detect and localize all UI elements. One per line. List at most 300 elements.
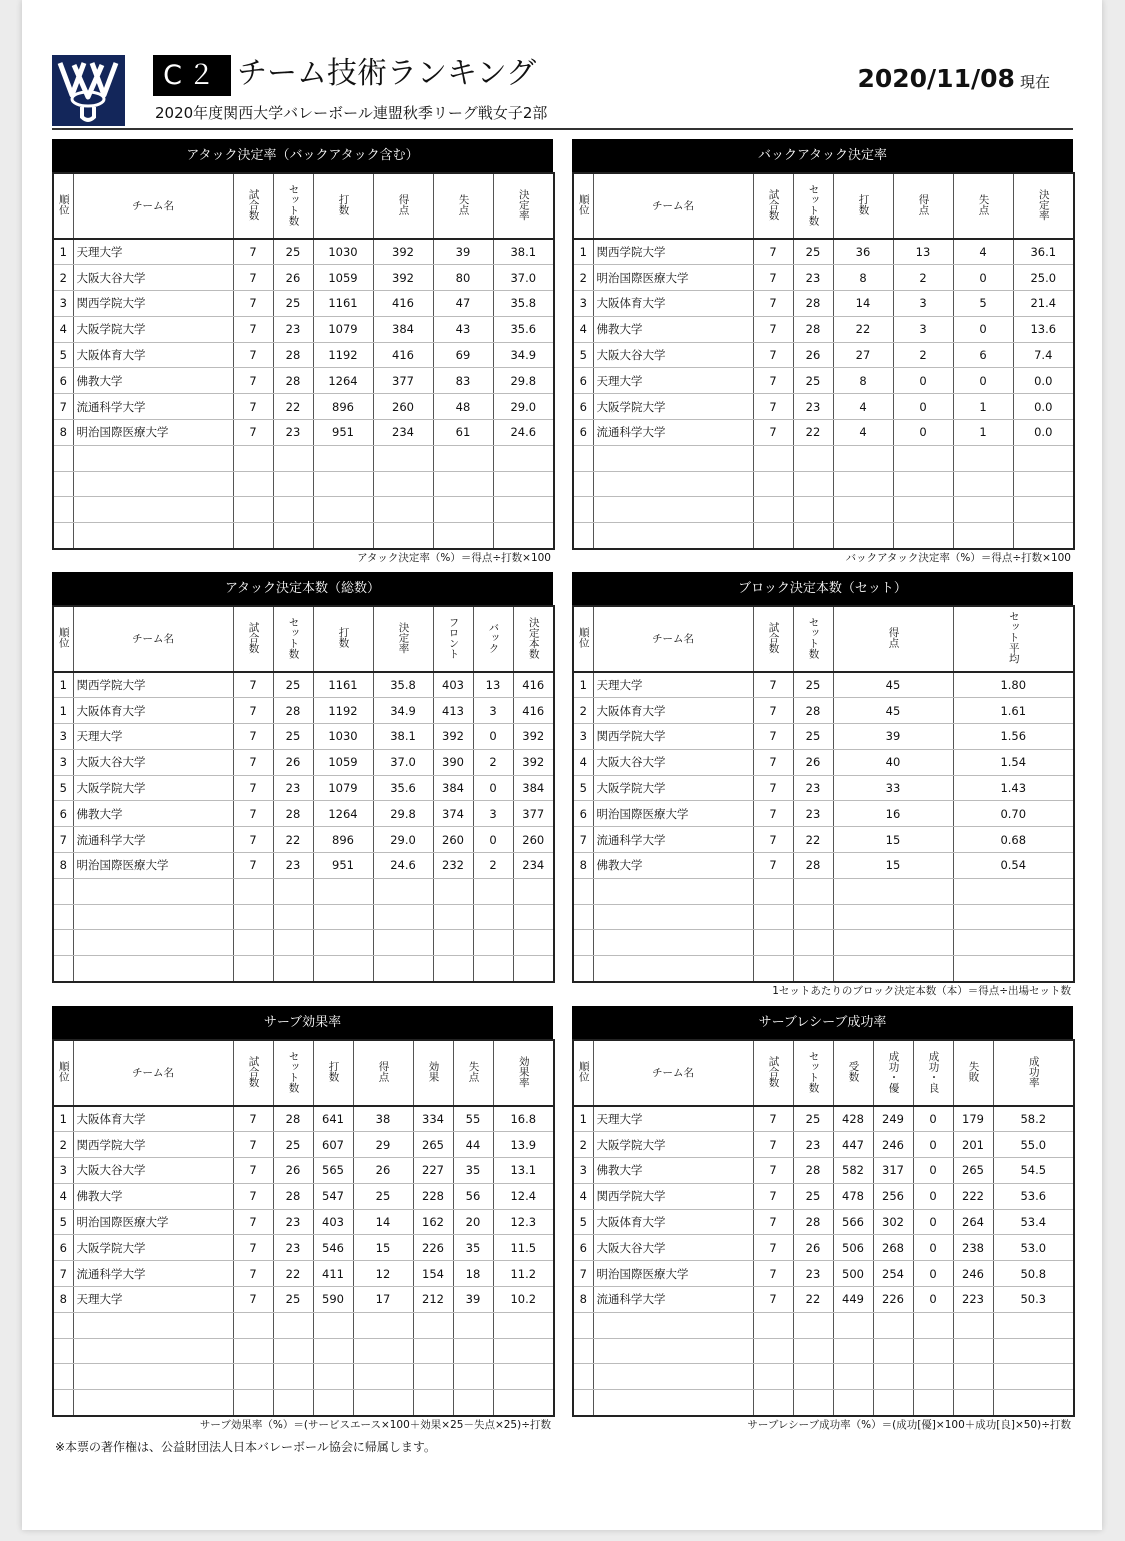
team-name-cell: 明治国際医療大学 bbox=[593, 1261, 753, 1287]
stat-cell: 0 bbox=[913, 1183, 953, 1209]
stat-cell: 56 bbox=[453, 1183, 493, 1209]
empty-cell bbox=[73, 1312, 233, 1338]
column-header-label: 順位 bbox=[577, 194, 590, 215]
empty-cell bbox=[273, 904, 313, 930]
stat-cell: 403 bbox=[433, 672, 473, 698]
empty-cell bbox=[53, 523, 73, 549]
empty-cell bbox=[373, 878, 433, 904]
league-logo bbox=[52, 55, 125, 126]
stat-cell: 260 bbox=[373, 394, 433, 420]
column-header bbox=[833, 606, 953, 672]
stat-cell: 12 bbox=[353, 1261, 413, 1287]
empty-cell bbox=[833, 878, 953, 904]
stat-cell: 0 bbox=[913, 1287, 953, 1313]
table-row bbox=[53, 749, 554, 775]
stat-cell: 7 bbox=[233, 672, 273, 698]
column-header-label: 順位 bbox=[57, 627, 70, 648]
empty-cell bbox=[953, 930, 1074, 956]
stat-cell: 256 bbox=[873, 1183, 913, 1209]
stat-cell: 500 bbox=[833, 1261, 873, 1287]
table-row bbox=[53, 698, 554, 724]
team-name-cell: 大阪体育大学 bbox=[73, 698, 233, 724]
rank-cell: 7 bbox=[53, 394, 73, 420]
stat-cell: 7.4 bbox=[1013, 342, 1074, 368]
table-row bbox=[573, 724, 1074, 750]
stat-cell: 14 bbox=[833, 291, 893, 317]
table-row bbox=[53, 1209, 554, 1235]
table-row bbox=[573, 291, 1074, 317]
stat-cell: 384 bbox=[433, 775, 473, 801]
team-name-cell: 大阪大谷大学 bbox=[73, 749, 233, 775]
empty-cell bbox=[953, 904, 1074, 930]
as-of-date bbox=[820, 64, 1050, 93]
empty-cell bbox=[413, 1364, 453, 1390]
empty-cell bbox=[793, 1364, 833, 1390]
stat-cell: 1079 bbox=[313, 316, 373, 342]
empty-cell bbox=[593, 1338, 753, 1364]
column-header-label: チーム名 bbox=[652, 199, 694, 212]
empty-cell bbox=[953, 523, 1013, 549]
stat-cell: 0 bbox=[893, 420, 953, 446]
column-header-label: 得点 bbox=[917, 194, 930, 215]
empty-cell bbox=[353, 1312, 413, 1338]
stat-cell: 29.8 bbox=[373, 801, 433, 827]
stat-cell: 3 bbox=[893, 316, 953, 342]
empty-row bbox=[573, 1390, 1074, 1416]
empty-row bbox=[53, 1364, 554, 1390]
column-header-label: 打数 bbox=[857, 194, 870, 215]
empty-row bbox=[53, 930, 554, 956]
empty-cell bbox=[793, 523, 833, 549]
ranking-table bbox=[572, 1039, 1075, 1417]
stat-cell: 22 bbox=[273, 1261, 313, 1287]
section-back-attack-rate bbox=[572, 139, 1073, 566]
empty-cell bbox=[53, 471, 73, 497]
team-name-cell: 大阪学院大学 bbox=[73, 316, 233, 342]
stat-cell: 7 bbox=[753, 368, 793, 394]
empty-cell bbox=[53, 497, 73, 523]
stat-cell: 23 bbox=[273, 775, 313, 801]
column-header bbox=[433, 173, 493, 239]
team-name-cell: 天理大学 bbox=[73, 1287, 233, 1313]
column-header bbox=[893, 173, 953, 239]
empty-cell bbox=[833, 930, 953, 956]
empty-cell bbox=[233, 1338, 273, 1364]
empty-cell bbox=[513, 956, 554, 982]
stat-cell: 7 bbox=[233, 420, 273, 446]
table-row bbox=[573, 827, 1074, 853]
column-header-label: 決定率 bbox=[1037, 188, 1050, 221]
column-header-label: セット平均 bbox=[1007, 611, 1020, 664]
column-header-label: 失点 bbox=[467, 1061, 480, 1082]
stat-cell: 47 bbox=[433, 291, 493, 317]
stat-cell: 260 bbox=[513, 827, 554, 853]
stat-cell: 28 bbox=[273, 698, 313, 724]
section-attack-total bbox=[52, 572, 553, 983]
table-row bbox=[573, 1287, 1074, 1313]
empty-cell bbox=[953, 956, 1074, 982]
column-header bbox=[313, 606, 373, 672]
stat-cell: 2 bbox=[473, 853, 513, 879]
column-header bbox=[233, 1040, 273, 1106]
column-header-label: 失点 bbox=[977, 194, 990, 215]
empty-row bbox=[573, 1364, 1074, 1390]
stat-cell: 1.61 bbox=[953, 698, 1074, 724]
empty-cell bbox=[593, 445, 753, 471]
column-header-label: セット数 bbox=[287, 616, 300, 659]
empty-row bbox=[573, 1312, 1074, 1338]
table-header-row bbox=[573, 173, 1074, 239]
stat-cell: 22 bbox=[273, 827, 313, 853]
team-name-cell: 大阪体育大学 bbox=[73, 1106, 233, 1132]
column-header-label: 得点 bbox=[887, 627, 900, 648]
empty-cell bbox=[593, 1390, 753, 1416]
empty-cell bbox=[233, 930, 273, 956]
team-name-cell: 関西学院大学 bbox=[593, 724, 753, 750]
stat-cell: 7 bbox=[233, 394, 273, 420]
empty-cell bbox=[313, 523, 373, 549]
column-header bbox=[453, 1040, 493, 1106]
column-header bbox=[53, 1040, 73, 1106]
table-row bbox=[53, 1183, 554, 1209]
stat-cell: 7 bbox=[233, 1106, 273, 1132]
empty-cell bbox=[313, 956, 373, 982]
stat-cell: 23 bbox=[273, 1209, 313, 1235]
column-header bbox=[273, 1040, 313, 1106]
stat-cell: 392 bbox=[433, 724, 473, 750]
empty-cell bbox=[53, 904, 73, 930]
rank-cell: 8 bbox=[53, 420, 73, 446]
stat-cell: 38.1 bbox=[373, 724, 433, 750]
empty-cell bbox=[273, 471, 313, 497]
stat-cell: 428 bbox=[833, 1106, 873, 1132]
rank-cell: 4 bbox=[53, 316, 73, 342]
stat-cell: 1192 bbox=[313, 342, 373, 368]
table-row bbox=[573, 239, 1074, 265]
stat-cell: 0 bbox=[953, 316, 1013, 342]
empty-cell bbox=[373, 904, 433, 930]
empty-cell bbox=[953, 1312, 993, 1338]
column-header bbox=[953, 173, 1013, 239]
stat-cell: 6 bbox=[953, 342, 1013, 368]
table-row bbox=[53, 801, 554, 827]
empty-cell bbox=[413, 1390, 453, 1416]
stat-cell: 0 bbox=[913, 1158, 953, 1184]
stat-cell: 29.0 bbox=[493, 394, 554, 420]
stat-cell: 12.4 bbox=[493, 1183, 554, 1209]
stat-cell: 449 bbox=[833, 1287, 873, 1313]
stat-cell: 2 bbox=[893, 342, 953, 368]
stat-cell: 392 bbox=[373, 265, 433, 291]
empty-cell bbox=[573, 904, 593, 930]
section-title: バックアタック決定率 bbox=[572, 139, 1073, 172]
stat-cell: 1161 bbox=[313, 672, 373, 698]
stat-cell: 15 bbox=[833, 853, 953, 879]
empty-cell bbox=[593, 878, 753, 904]
empty-cell bbox=[1013, 523, 1074, 549]
empty-cell bbox=[513, 930, 554, 956]
empty-cell bbox=[273, 930, 313, 956]
stat-cell: 22 bbox=[793, 420, 833, 446]
column-header bbox=[73, 606, 233, 672]
empty-cell bbox=[413, 1312, 453, 1338]
stat-cell: 1 bbox=[953, 420, 1013, 446]
stat-cell: 7 bbox=[233, 1183, 273, 1209]
empty-cell bbox=[753, 930, 793, 956]
stat-cell: 23 bbox=[793, 265, 833, 291]
column-header bbox=[573, 173, 593, 239]
stat-cell: 28 bbox=[793, 291, 833, 317]
empty-cell bbox=[593, 904, 753, 930]
empty-cell bbox=[313, 497, 373, 523]
stat-cell: 23 bbox=[273, 853, 313, 879]
rank-cell: 6 bbox=[573, 394, 593, 420]
empty-cell bbox=[953, 471, 1013, 497]
date-value: 2020/11/08 bbox=[857, 64, 1015, 93]
empty-row bbox=[573, 471, 1074, 497]
stat-cell: 53.6 bbox=[993, 1183, 1074, 1209]
stat-cell: 7 bbox=[753, 724, 793, 750]
empty-cell bbox=[53, 956, 73, 982]
rank-cell: 8 bbox=[53, 853, 73, 879]
team-name-cell: 大阪体育大学 bbox=[593, 1209, 753, 1235]
stat-cell: 1264 bbox=[313, 801, 373, 827]
ranking-table bbox=[52, 605, 555, 983]
stat-cell: 25 bbox=[273, 239, 313, 265]
empty-cell bbox=[313, 878, 373, 904]
stat-cell: 23 bbox=[793, 775, 833, 801]
stat-cell: 447 bbox=[833, 1132, 873, 1158]
stat-cell: 478 bbox=[833, 1183, 873, 1209]
empty-cell bbox=[593, 1364, 753, 1390]
stat-cell: 36 bbox=[833, 239, 893, 265]
stat-cell: 35.6 bbox=[493, 316, 554, 342]
stat-cell: 413 bbox=[433, 698, 473, 724]
stat-cell: 7 bbox=[233, 1209, 273, 1235]
empty-cell bbox=[413, 1338, 453, 1364]
team-name-cell: 佛教大学 bbox=[593, 316, 753, 342]
table-row bbox=[573, 1235, 1074, 1261]
team-name-cell: 大阪学院大学 bbox=[593, 394, 753, 420]
empty-cell bbox=[433, 445, 493, 471]
table-header-row bbox=[53, 1040, 554, 1106]
stat-cell: 7 bbox=[233, 265, 273, 291]
team-name-cell: 明治国際医療大学 bbox=[593, 801, 753, 827]
empty-cell bbox=[1013, 445, 1074, 471]
stat-cell: 7 bbox=[753, 672, 793, 698]
table-row bbox=[573, 1106, 1074, 1132]
empty-cell bbox=[593, 471, 753, 497]
stat-cell: 416 bbox=[513, 672, 554, 698]
column-header-label: 決定率 bbox=[517, 188, 530, 221]
stat-cell: 7 bbox=[753, 1209, 793, 1235]
empty-cell bbox=[573, 445, 593, 471]
column-header bbox=[913, 1040, 953, 1106]
empty-cell bbox=[793, 445, 833, 471]
stat-cell: 7 bbox=[753, 1132, 793, 1158]
empty-cell bbox=[493, 523, 554, 549]
stat-cell: 45 bbox=[833, 672, 953, 698]
stat-cell: 265 bbox=[953, 1158, 993, 1184]
stat-cell: 1030 bbox=[313, 724, 373, 750]
empty-cell bbox=[53, 1390, 73, 1416]
stat-cell: 7 bbox=[233, 801, 273, 827]
empty-cell bbox=[753, 497, 793, 523]
column-header bbox=[793, 606, 833, 672]
empty-cell bbox=[913, 1364, 953, 1390]
empty-cell bbox=[573, 956, 593, 982]
table-row bbox=[53, 827, 554, 853]
empty-cell bbox=[373, 471, 433, 497]
stat-cell: 7 bbox=[233, 291, 273, 317]
empty-cell bbox=[233, 956, 273, 982]
column-header-label: 順位 bbox=[577, 627, 590, 648]
formula-note: アタック決定率（%）＝得点÷打数×100 bbox=[357, 551, 551, 564]
rank-cell: 2 bbox=[573, 1132, 593, 1158]
rank-cell: 6 bbox=[53, 1235, 73, 1261]
stat-cell: 26 bbox=[353, 1158, 413, 1184]
table-row bbox=[53, 1287, 554, 1313]
empty-cell bbox=[73, 930, 233, 956]
stat-cell: 226 bbox=[873, 1287, 913, 1313]
copyright-notice: ※本票の著作権は、公益財団法人日本バレーボール協会に帰属します。 bbox=[55, 1440, 436, 1454]
table-row bbox=[573, 1158, 1074, 1184]
empty-cell bbox=[593, 497, 753, 523]
stat-cell: 34.9 bbox=[493, 342, 554, 368]
ranking-table bbox=[52, 1039, 555, 1417]
stat-cell: 16 bbox=[833, 801, 953, 827]
rank-cell: 6 bbox=[573, 1235, 593, 1261]
stat-cell: 7 bbox=[233, 239, 273, 265]
stat-cell: 0.0 bbox=[1013, 394, 1074, 420]
stat-cell: 25 bbox=[273, 1287, 313, 1313]
empty-cell bbox=[473, 904, 513, 930]
stat-cell: 302 bbox=[873, 1209, 913, 1235]
empty-cell bbox=[273, 1312, 313, 1338]
empty-cell bbox=[993, 1364, 1074, 1390]
stat-cell: 25 bbox=[793, 368, 833, 394]
team-name-cell: 流通科学大学 bbox=[593, 420, 753, 446]
empty-cell bbox=[753, 904, 793, 930]
stat-cell: 0 bbox=[913, 1209, 953, 1235]
empty-cell bbox=[753, 445, 793, 471]
rank-cell: 1 bbox=[573, 672, 593, 698]
empty-cell bbox=[1013, 497, 1074, 523]
stat-cell: 28 bbox=[273, 801, 313, 827]
stat-cell: 25 bbox=[793, 724, 833, 750]
stat-cell: 0 bbox=[913, 1132, 953, 1158]
rank-cell: 1 bbox=[573, 1106, 593, 1132]
column-header bbox=[573, 606, 593, 672]
rank-cell: 5 bbox=[573, 342, 593, 368]
empty-cell bbox=[353, 1390, 413, 1416]
column-header bbox=[593, 606, 753, 672]
empty-cell bbox=[233, 1312, 273, 1338]
stat-cell: 7 bbox=[233, 368, 273, 394]
rank-cell: 6 bbox=[53, 801, 73, 827]
empty-cell bbox=[53, 1312, 73, 1338]
team-name-cell: 大阪大谷大学 bbox=[73, 265, 233, 291]
table-row bbox=[53, 394, 554, 420]
section-serve-efficiency bbox=[52, 1006, 553, 1433]
stat-cell: 61 bbox=[433, 420, 493, 446]
stat-cell: 162 bbox=[413, 1209, 453, 1235]
column-header bbox=[53, 606, 73, 672]
empty-cell bbox=[233, 497, 273, 523]
table-row bbox=[573, 749, 1074, 775]
table-row bbox=[573, 672, 1074, 698]
stat-cell: 1.56 bbox=[953, 724, 1074, 750]
section-block-total bbox=[572, 572, 1073, 999]
empty-row bbox=[53, 523, 554, 549]
stat-cell: 23 bbox=[273, 1235, 313, 1261]
empty-cell bbox=[273, 1338, 313, 1364]
table-header-row bbox=[573, 606, 1074, 672]
column-header bbox=[513, 606, 554, 672]
stat-cell: 2 bbox=[893, 265, 953, 291]
stat-cell: 8 bbox=[833, 265, 893, 291]
stat-cell: 25 bbox=[793, 1183, 833, 1209]
stat-cell: 25.0 bbox=[1013, 265, 1074, 291]
empty-cell bbox=[1013, 471, 1074, 497]
empty-cell bbox=[573, 1364, 593, 1390]
stat-cell: 5 bbox=[953, 291, 1013, 317]
table-row bbox=[53, 672, 554, 698]
empty-cell bbox=[313, 1312, 353, 1338]
empty-row bbox=[53, 878, 554, 904]
empty-cell bbox=[893, 497, 953, 523]
team-name-cell: 関西学院大学 bbox=[593, 1183, 753, 1209]
stat-cell: 228 bbox=[413, 1183, 453, 1209]
stat-cell: 232 bbox=[433, 853, 473, 879]
stat-cell: 7 bbox=[753, 239, 793, 265]
empty-cell bbox=[273, 956, 313, 982]
stat-cell: 25 bbox=[793, 239, 833, 265]
stat-cell: 246 bbox=[953, 1261, 993, 1287]
stat-cell: 7 bbox=[753, 1158, 793, 1184]
empty-cell bbox=[913, 1338, 953, 1364]
stat-cell: 24.6 bbox=[373, 853, 433, 879]
table-row bbox=[53, 724, 554, 750]
stat-cell: 7 bbox=[753, 749, 793, 775]
rank-cell: 4 bbox=[573, 749, 593, 775]
stat-cell: 39 bbox=[433, 239, 493, 265]
table-row bbox=[53, 1106, 554, 1132]
stat-cell: 7 bbox=[233, 1132, 273, 1158]
table-row bbox=[573, 368, 1074, 394]
stat-cell: 25 bbox=[353, 1183, 413, 1209]
rank-cell: 1 bbox=[53, 698, 73, 724]
empty-cell bbox=[753, 1338, 793, 1364]
stat-cell: 38.1 bbox=[493, 239, 554, 265]
team-name-cell: 関西学院大学 bbox=[73, 1132, 233, 1158]
team-name-cell: 佛教大学 bbox=[593, 1158, 753, 1184]
team-name-cell: 流通科学大学 bbox=[73, 394, 233, 420]
stat-cell: 7 bbox=[753, 827, 793, 853]
table-row bbox=[53, 265, 554, 291]
team-name-cell: 大阪学院大学 bbox=[593, 1132, 753, 1158]
stat-cell: 1192 bbox=[313, 698, 373, 724]
team-name-cell: 大阪大谷大学 bbox=[593, 749, 753, 775]
rank-cell: 7 bbox=[573, 827, 593, 853]
empty-cell bbox=[313, 445, 373, 471]
stat-cell: 28 bbox=[273, 1106, 313, 1132]
stat-cell: 13.6 bbox=[1013, 316, 1074, 342]
empty-cell bbox=[793, 1338, 833, 1364]
stat-cell: 7 bbox=[753, 265, 793, 291]
page-subtitle: 2020年度関西大学バレーボール連盟秋季リーグ戦女子2部 bbox=[155, 104, 548, 122]
rank-cell: 8 bbox=[573, 1287, 593, 1313]
